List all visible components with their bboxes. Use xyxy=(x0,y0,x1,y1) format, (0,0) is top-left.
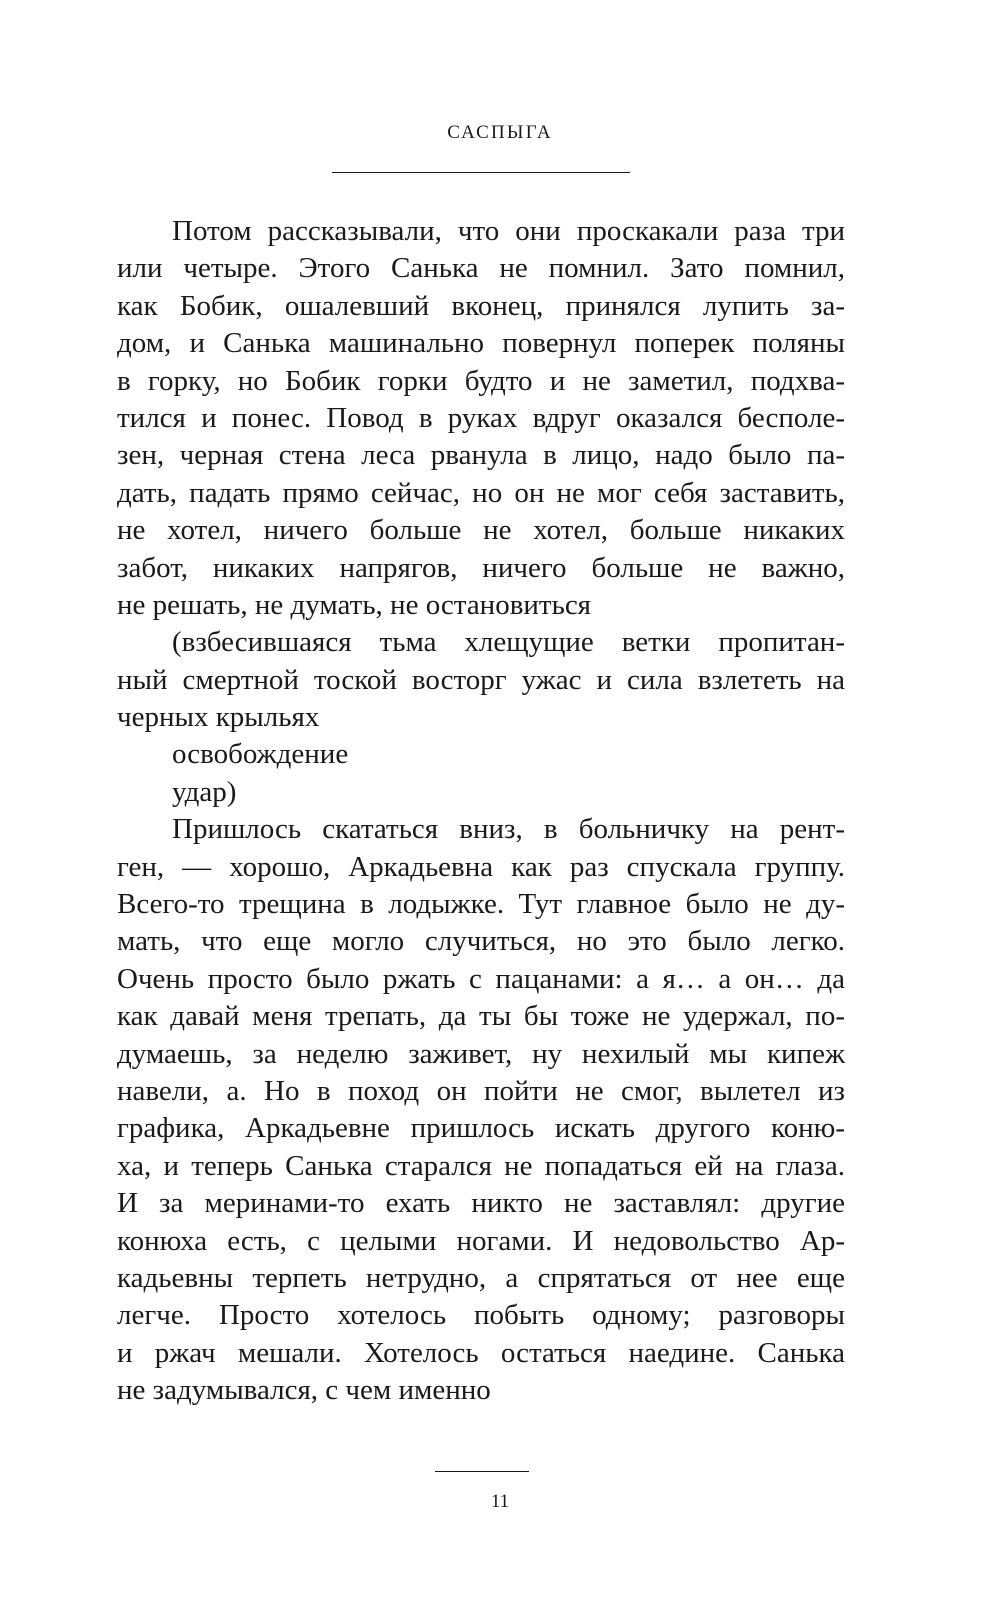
header-rule xyxy=(332,172,630,173)
running-head: САСПЫГА xyxy=(447,122,553,143)
text-line: не хотел, ничего больше не хотел, больше никаких xyxy=(117,514,845,547)
text-line: конюха есть, с целыми ногами. И недовольство Ар- xyxy=(117,1224,845,1257)
text-line: дом, и Санька машинально повернул поперек поляны xyxy=(117,327,845,360)
text-line: ный смертной тоской восторг ужас и сила взлететь на xyxy=(117,663,845,696)
text-line: легче. Просто хотелось побыть одному; разговоры xyxy=(117,1299,845,1332)
text-line: тился и понес. Повод в руках вдруг оказался бесполе- xyxy=(117,401,845,434)
text-line: И за меринами-то ехать никто не заставлял: другие xyxy=(117,1187,845,1220)
footer-rule xyxy=(435,1471,529,1472)
text-line: ген, — хорошо, Аркадьевна как раз спускала группу. xyxy=(117,850,845,883)
text-line: как Бобик, ошалевший вконец, принялся лупить за- xyxy=(117,289,845,322)
text-line: забот, никаких напрягов, ничего больше не важно, xyxy=(117,551,845,584)
text-line: Всего-то трещина в лодыжке. Тут главное было не ду- xyxy=(117,888,845,921)
text-line: Очень просто было ржать с пацанами: а я… а он… да xyxy=(117,962,845,995)
text-line: не решать, не думать, не остановиться xyxy=(117,588,592,621)
text-line: дать, падать прямо сейчас, но он не мог себя заставить, xyxy=(117,476,845,509)
text-line: ха, и теперь Санька старался не попадаться ей на глаза. xyxy=(117,1149,845,1182)
text-line: удар) xyxy=(172,775,237,808)
text-line: мать, что еще могло случиться, но это было легко. xyxy=(117,925,845,958)
text-line: освобождение xyxy=(172,738,349,771)
text-line: и ржач мешали. Хотелось остаться наедине. Санька xyxy=(117,1336,845,1369)
text-line: как давай меня трепать, да ты бы тоже не удержал, по- xyxy=(117,1000,845,1033)
text-line: кадьевны терпеть нетрудно, а спрятаться от нее еще xyxy=(117,1261,845,1294)
text-line: навели, а. Но в поход он пойти не смог, вылетел из xyxy=(117,1074,845,1107)
body-text xyxy=(117,213,845,1410)
text-line: графика, Аркадьевне пришлось искать другого коню- xyxy=(117,1112,845,1145)
text-line: не задумывался, с чем именно xyxy=(117,1374,491,1407)
text-line: Потом рассказывали, что они проскакали раза три xyxy=(172,215,845,247)
text-line: черных крыльях xyxy=(117,701,320,734)
page-number: 11 xyxy=(490,1491,510,1512)
text-line: Пришлось скататься вниз, в больничку на рент- xyxy=(172,813,845,846)
text-line: думаешь, за неделю заживет, ну нехилый мы кипеж xyxy=(117,1037,845,1070)
text-line: зен, черная стена леса рванула в лицо, надо было па- xyxy=(117,439,845,472)
text-line: в горку, но Бобик горки будто и не заметил, подхва- xyxy=(117,364,845,397)
text-line: (взбесившаяся тьма хлещущие ветки пропитан- xyxy=(172,626,845,659)
text-line: или четыре. Этого Санька не помнил. Зато помнил, xyxy=(117,252,845,285)
